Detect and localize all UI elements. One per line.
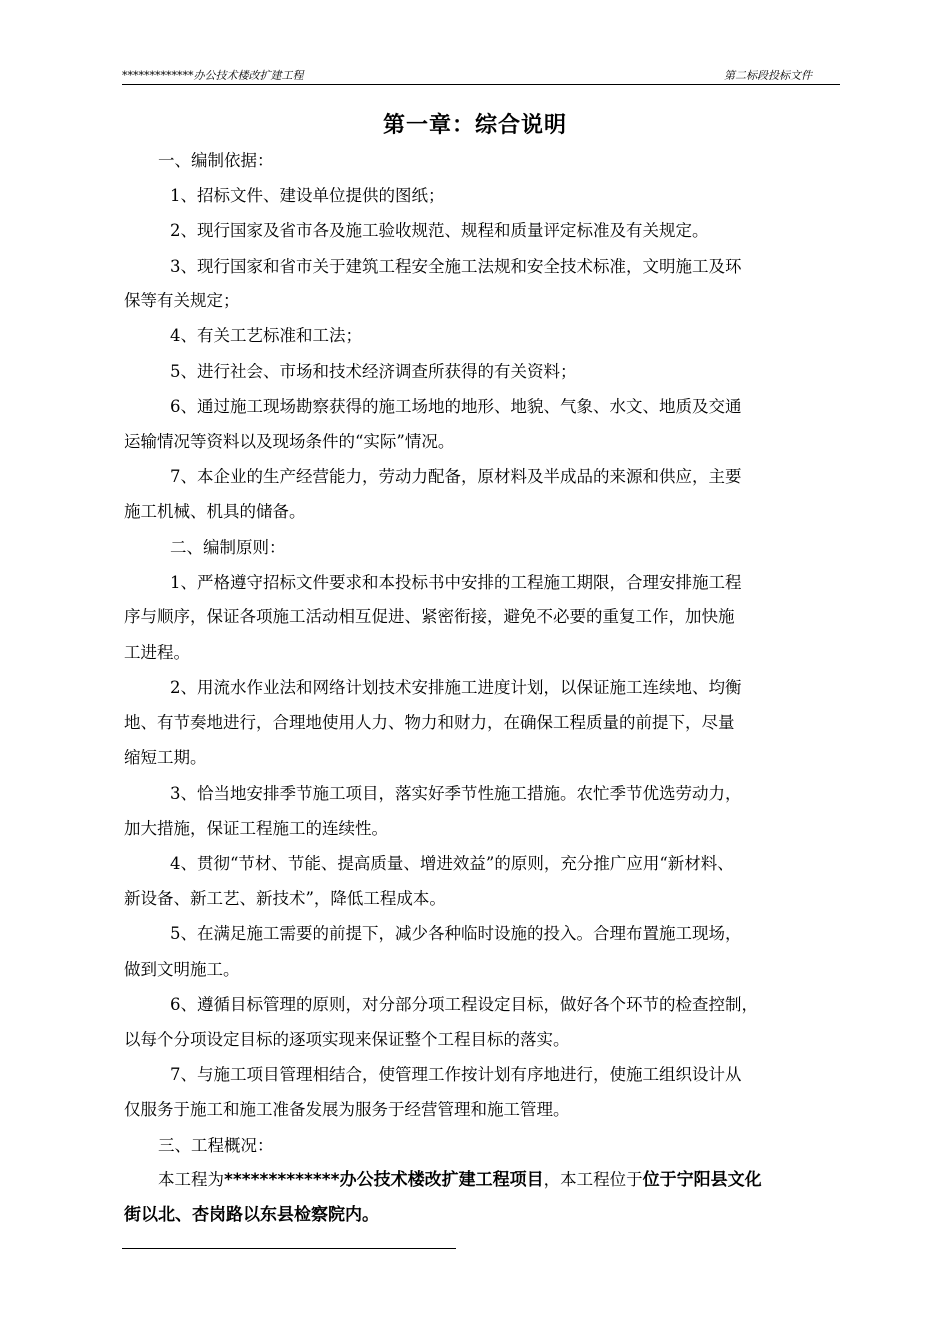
paragraph-line: 加大措施，保证工程施工的连续性。: [124, 819, 388, 838]
paragraph-line: 运输情况等资料以及现场条件的“实际”情况。: [124, 432, 455, 451]
section-heading-principles: 二、编制原则：: [170, 538, 286, 557]
paragraph-line: 以每个分项设定目标的逐项实现来保证整个工程目标的落实。: [124, 1030, 570, 1049]
paragraph-line: 1、严格遵守招标文件要求和本投标书中安排的工程施工期限，合理安排施工程: [170, 573, 742, 592]
paragraph-line: 2、现行国家及省市各及施工验收规范、规程和质量评定标准及有关规定。: [170, 221, 709, 240]
overview-text-a: 本工程为: [158, 1170, 224, 1189]
paragraph-line: 序与顺序，保证各项施工活动相互促进、紧密衔接，避免不必要的重复工作，加快施: [124, 607, 735, 626]
overview-text-b: ，本工程位于: [543, 1170, 643, 1189]
paragraph-line: 缩短工期。: [124, 748, 207, 767]
paragraph-line: 仅服务于施工和施工准备发展为服务于经营管理和施工管理。: [124, 1100, 570, 1119]
paragraph-line: 工进程。: [124, 643, 190, 662]
overview-location-b: 街以北、杏岗路以东县检察院内。: [124, 1205, 379, 1225]
paragraph-line: 3、现行国家和省市关于建筑工程安全施工法规和安全技术标准，文明施工及环: [170, 257, 742, 276]
paragraph-line: 7、本企业的生产经营能力，劳动力配备，原材料及半成品的来源和供应，主要: [170, 467, 742, 486]
paragraph-line: 4、贯彻“节材、节能、提高质量、增进效益”的原则，充分推广应用“新材料、: [170, 854, 734, 873]
paragraph-line: 7、与施工项目管理相结合，使管理工作按计划有序地进行，使施工组织设计从: [170, 1065, 742, 1084]
paragraph-line: 5、进行社会、市场和技术经济调查所获得的有关资料；: [170, 362, 577, 381]
paragraph-line: 5、在满足施工需要的前提下，减少各种临时设施的投入。合理布置施工现场，: [170, 924, 742, 943]
paragraph-line: 6、遵循目标管理的原则，对分部分项工程设定目标，做好各个环节的检查控制，: [170, 995, 758, 1014]
section-heading-basis: 一、编制依据：: [158, 151, 274, 170]
footnote-separator: [122, 1248, 456, 1249]
section-heading-overview: 三、工程概况：: [158, 1136, 274, 1155]
header-project-name: *************办公技术楼改扩建工程: [122, 69, 304, 82]
chapter-title: 第一章：综合说明: [382, 113, 567, 138]
paragraph-line: 新设备、新工艺、新技术”，降低工程成本。: [124, 889, 446, 908]
paragraph-line: 1、招标文件、建设单位提供的图纸；: [170, 186, 445, 205]
page-header: [122, 66, 840, 85]
overview-location-a: 位于宁阳县文化: [642, 1170, 762, 1190]
paragraph-line: 6、通过施工现场勘察获得的施工场地的地形、地貌、气象、水文、地质及交通: [170, 397, 742, 416]
paragraph-line: 做到文明施工。: [124, 960, 240, 979]
overview-project-name: *************办公技术楼改扩建工程项目: [224, 1170, 544, 1190]
paragraph-line: 施工机械、机具的储备。: [124, 502, 306, 521]
paragraph-line: 4、有关工艺标准和工法；: [170, 326, 362, 345]
paragraph-line: 2、用流水作业法和网络计划技术安排施工进度计划，以保证施工连续地、均衡: [170, 678, 742, 697]
paragraph-line: 3、恰当地安排季节施工项目，落实好季节性施工措施。农忙季节优选劳动力，: [170, 784, 742, 803]
header-document-name: 第二标段投标文件: [724, 69, 812, 82]
paragraph-line: 地、有节奏地进行，合理地使用人力、物力和财力，在确保工程质量的前提下，尽量: [124, 713, 735, 732]
overview-line-1: [158, 1169, 762, 1191]
paragraph-line: 保等有关规定；: [124, 291, 240, 310]
